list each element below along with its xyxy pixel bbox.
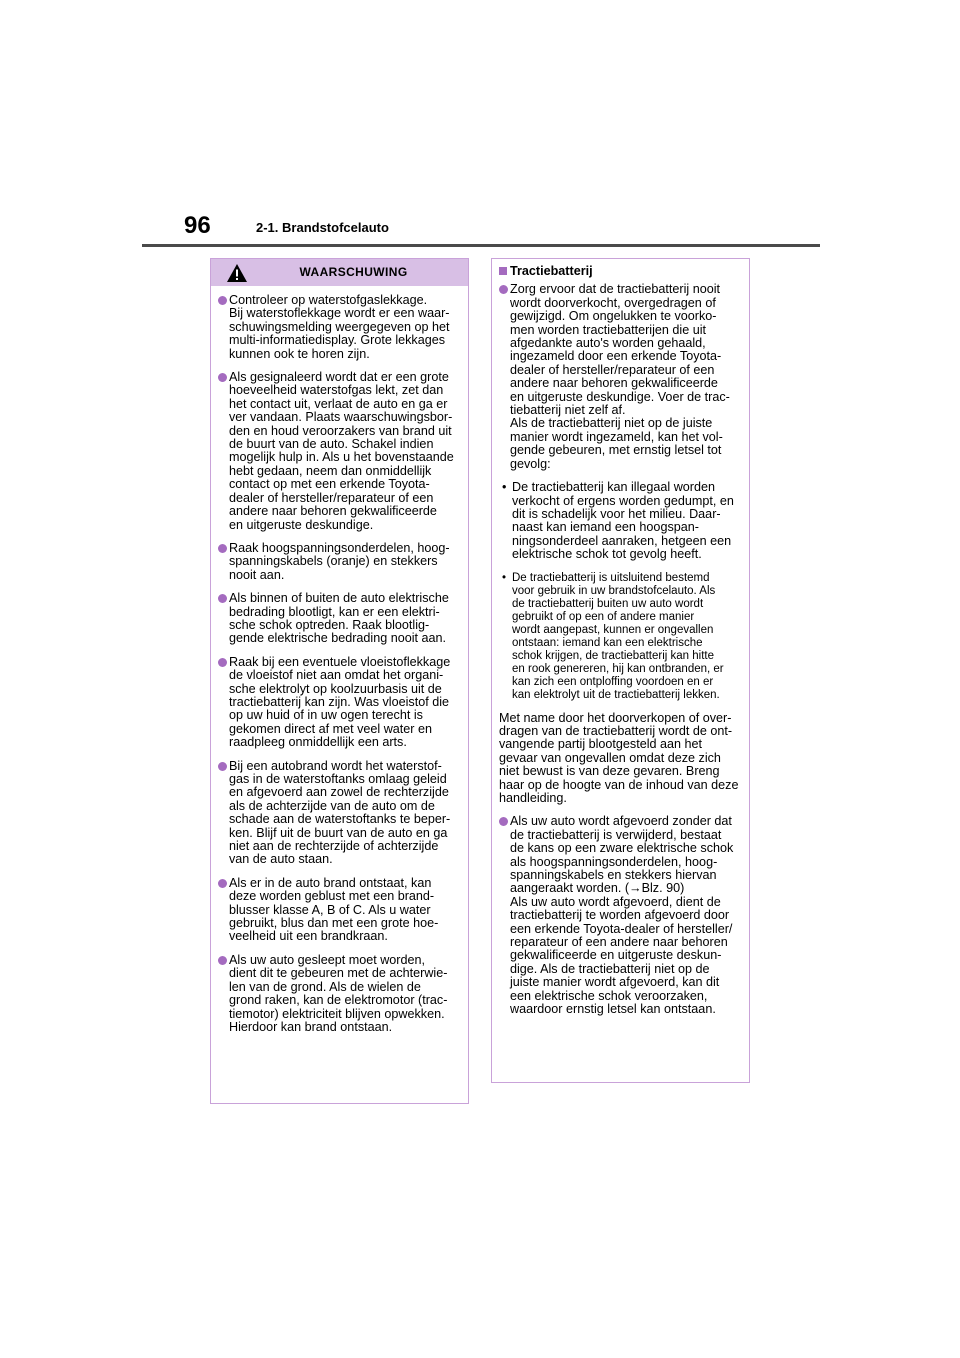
text-line: verkocht of ergens worden gedumpt, en [512,493,734,508]
sub-item [499,481,741,561]
notice-paragraph [499,712,741,806]
text-line: gebruikt of op een of andere manier [512,610,695,623]
bullet-dot-icon [218,296,227,305]
warning-item-text [229,542,460,582]
intro-text [510,283,741,471]
text-line: dit is schadelijk voor het milieu. Daar- [512,506,721,521]
text-line: gekwalificeerde en uitgeruste deskun- [510,948,722,963]
text-line: Als uw auto wordt afgevoerd, dient de [510,894,721,909]
text-line: Als binnen of buiten de auto elektrische [229,591,449,606]
warning-item [218,877,460,944]
bullet-char: • [502,571,507,584]
final-item [499,815,741,1016]
traction-battery-heading [499,265,741,278]
warning-item-text [229,294,460,361]
traction-battery-body [492,259,749,1016]
text-line: elektrische schok tot gevolg heeft. [512,547,702,562]
intro-item [499,283,741,471]
text-line: vangende partij blootgesteld aan het [499,737,703,752]
text-line: gewijzigd. Om ongelukken te voorko- [510,309,717,324]
sub-item-text [512,481,741,561]
text-line: niet aan de rechterzijde of achterzijde [229,839,439,854]
text-line: een elektrische schok veroorzaken, [510,988,708,1003]
text-line: schuwingsmelding weergegeven op het [229,319,450,334]
sub-item-list [499,481,741,701]
bullet-dot-icon [218,762,227,771]
text-line: Controleer op waterstofgaslekkage. [229,293,428,307]
text-line: hebt gedaan, neem dan onmiddellijk [229,463,432,478]
bullet-dot-icon [218,956,227,965]
text-line: Met name door het doorverkopen of over- [499,710,732,725]
warning-item [218,371,460,532]
warning-title: WAARSCHUWING [299,264,408,279]
text-line: naast kan iemand een hoogspan- [512,520,699,535]
text-line: Bij een autobrand wordt het waterstof- [229,758,442,773]
text-line: Als gesignaleerd wordt dat er een grote [229,370,449,385]
text-line: De tractiebatterij is uitsluitend bestemd [512,571,710,584]
text-line: De tractiebatterij kan illegaal worden [512,480,716,495]
text-line: ken. Blijf uit de buurt van de auto en ga [229,825,448,840]
text-line: en uitgeruste deskundige. [229,517,374,532]
text-line: ontstaan: iemand kan een elektrische [512,636,703,649]
text-line: andere naar behoren gekwalificeerde [229,504,437,519]
warning-header [211,259,468,286]
text-line: len van de grond. Als de wielen de [229,979,421,994]
text-line: handleiding. [499,790,567,805]
text-line: tiemotor) elektriciteit blijven opwekken. [229,1006,445,1021]
text-line: spanningskabels (oranje) en stekkers [229,554,438,569]
text-line: ingezameld door een erkende Toyota- [510,349,722,364]
text-line: kan zich een ontploffing voordoen en er [512,675,714,688]
warning-item [218,656,460,750]
text-line: gende elektrische bedrading nooit aan. [229,631,447,646]
text-line: schade aan de waterstoftanks te beper- [229,812,451,827]
text-line: schok krijgen, de tractiebatterij kan hitte [512,649,714,662]
text-line: dealer of hersteller/reparateur of een [510,362,715,377]
text-line: mogelijk hulp in. Als u het bovenstaande [229,450,454,465]
text-line: kunnen ook te horen zijn. [229,346,370,361]
text-line: Raak bij een eventuele vloeistoflekkage [229,654,451,669]
text-line: men worden tractiebatterijen die uit [510,322,707,337]
warning-item-text [229,954,460,1034]
text-line: Hierdoor kan brand ontstaan. [229,1019,393,1034]
text-line: als hoogspanningsonderdelen, hoog- [510,854,718,869]
text-line: wordt doorverkocht, overgedragen of [510,295,716,310]
text-line: gas in de waterstoftanks omlaag geleid [229,772,447,786]
text-line: ningsonderdeel aanraken, hetgeen een [512,533,732,548]
text-line: op uw huid of in uw ogen terecht is [229,708,423,723]
text-line: veelheid uit een brandkraan. [229,929,388,944]
text-line: raadpleeg onmiddellijk een arts. [229,735,407,750]
text-line: reparateur of een andere naar behoren [510,935,728,950]
text-line: Als de tractiebatterij niet op de juiste [510,416,713,431]
text-line: gekomen direct af met veel water en [229,721,433,736]
text-line: gebruikt, blus dan met een grote hoe- [229,916,439,931]
warning-triangle-icon [226,263,248,283]
text-line: van de auto staan. [229,852,333,867]
warning-item [218,294,460,361]
text-line: Raak hoogspanningsonderdelen, hoog- [229,540,450,555]
text-line: sche elektrolyt op koolzuurbasis uit de [229,681,442,696]
text-line: de buurt van de auto. Schakel indien [229,437,434,452]
text-line: andere naar behoren gekwalificeerde [510,376,718,391]
bullet-char: • [502,480,507,495]
text-line: manier wordt ingezameld, kan het vol- [510,429,723,444]
text-line: sche schok optreden. Raak blootlig- [229,617,430,632]
text-line: spanningskabels en stekkers hiervan [510,868,717,882]
section-title: 2-1. Brandstofcelauto [256,220,389,235]
text-line: dragen van de tractiebatterij wordt de ont- [499,723,733,738]
warning-item-text [229,656,460,750]
text-line: tractiebatterij kan zijn. Was vloeistof die [229,694,450,709]
text-line: gevolg: [510,456,551,471]
warning-item [218,760,460,867]
bullet-dot-icon [499,817,508,826]
text-line: wordt aangepast, kunnen er ongevallen [512,623,714,636]
text-line: waardoor ernstig letsel kan ontstaan. [510,1002,716,1017]
text-line: dealer of hersteller/reparateur of een [229,490,434,505]
warning-box [210,258,469,1104]
text-line: als de achterzijde van de auto om de [229,798,435,813]
bullet-dot-icon [218,373,227,382]
warning-item [218,542,460,582]
warning-item-text [229,877,460,944]
warning-item-text [229,592,460,646]
text-line: een erkende Toyota-dealer of hersteller/ [510,921,733,936]
bullet-dot-icon [218,594,227,603]
header-divider [142,244,820,247]
warning-item [218,954,460,1034]
final-text [510,815,741,1016]
text-line: het contact uit, verlaat de auto en ga er [229,396,448,411]
text-line: Bij waterstoflekkage wordt er een waar- [229,306,450,321]
text-line: aangeraakt worden. (→Blz. 90) [510,881,685,896]
page-number: 96 [184,212,211,239]
text-line: juiste manier wordt afgevoerd, kan dit [510,975,720,990]
sub-item-text [512,572,741,702]
text-line: kan elektrolyt uit de tractiebatterij lekken. [512,688,720,701]
text-line: contact op met een erkende Toyota- [229,477,430,492]
text-line: en uitgeruste deskundige. Voer de trac- [510,389,730,404]
bullet-dot-icon [218,879,227,888]
text-line: den en houd veroorzakers van brand uit [229,423,452,438]
text-line: de tractiebatterij is verwijderd, bestaat [510,827,722,842]
text-line: voor gebruik in uw brandstofcelauto. Als [512,584,716,597]
text-line: Als uw auto wordt afgevoerd zonder dat [510,814,732,829]
text-line: de tractiebatterij buiten uw auto wordt [512,597,704,610]
text-line: dige. Als de tractiebatterij niet op de [510,961,710,976]
bullet-dot-icon [218,658,227,667]
text-line: afgedankte auto's worden gehaald, [510,336,706,351]
warning-item-text [229,760,460,867]
text-line: nooit aan. [229,567,285,582]
text-line: tractiebatterij te worden afgevoerd door [510,908,730,923]
text-line: dient dit te gebeuren met de achterwie- [229,966,448,981]
text-line: Zorg ervoor dat de tractiebatterij nooit [510,282,721,297]
text-line: en afgevoerd aan zowel de rechterzijde [229,785,449,800]
text-line: Als er in de auto brand ontstaat, kan [229,875,432,890]
text-line: niet bewust is van deze gevaren. Breng [499,764,720,779]
warning-item-text [229,371,460,532]
text-line: bedrading blootligt, kan er een elektri- [229,604,440,619]
square-bullet-icon [499,267,507,275]
warning-list [211,286,468,1034]
text-line: Als uw auto gesleept moet worden, [229,952,426,967]
text-line: gende gebeuren, met ernstig letsel tot [510,443,722,458]
text-line: deze worden geblust met een brand- [229,889,435,904]
text-line: ver vandaan. Plaats waarschuwingsbor- [229,410,453,425]
text-line: de kans op een zware elektrische schok [510,841,734,856]
bullet-dot-icon [218,544,227,553]
text-line: en rook genereren, hij kan ontbranden, er [512,662,724,675]
heading-text: Tractiebatterij [510,264,593,278]
text-line: blusser klasse A, B of C. Als u water [229,902,431,917]
text-line: grond raken, kan de elektromotor (trac- [229,993,448,1008]
traction-battery-box [491,258,750,1083]
text-line: gevaar van ongevallen omdat deze zich [499,750,721,765]
sub-item [499,572,741,702]
text-line: hoeveelheid waterstofgas lekt, zet dan [229,383,444,398]
text-line: multi-informatiedisplay. Grote lekkages [229,333,446,348]
text-line: de vloeistof niet aan omdat het organi- [229,668,444,683]
text-line: tiebatterij niet zelf af. [510,403,626,418]
bullet-dot-icon [499,285,508,294]
warning-item [218,592,460,646]
text-line: haar op de hoogte van de inhoud van deze [499,777,739,792]
